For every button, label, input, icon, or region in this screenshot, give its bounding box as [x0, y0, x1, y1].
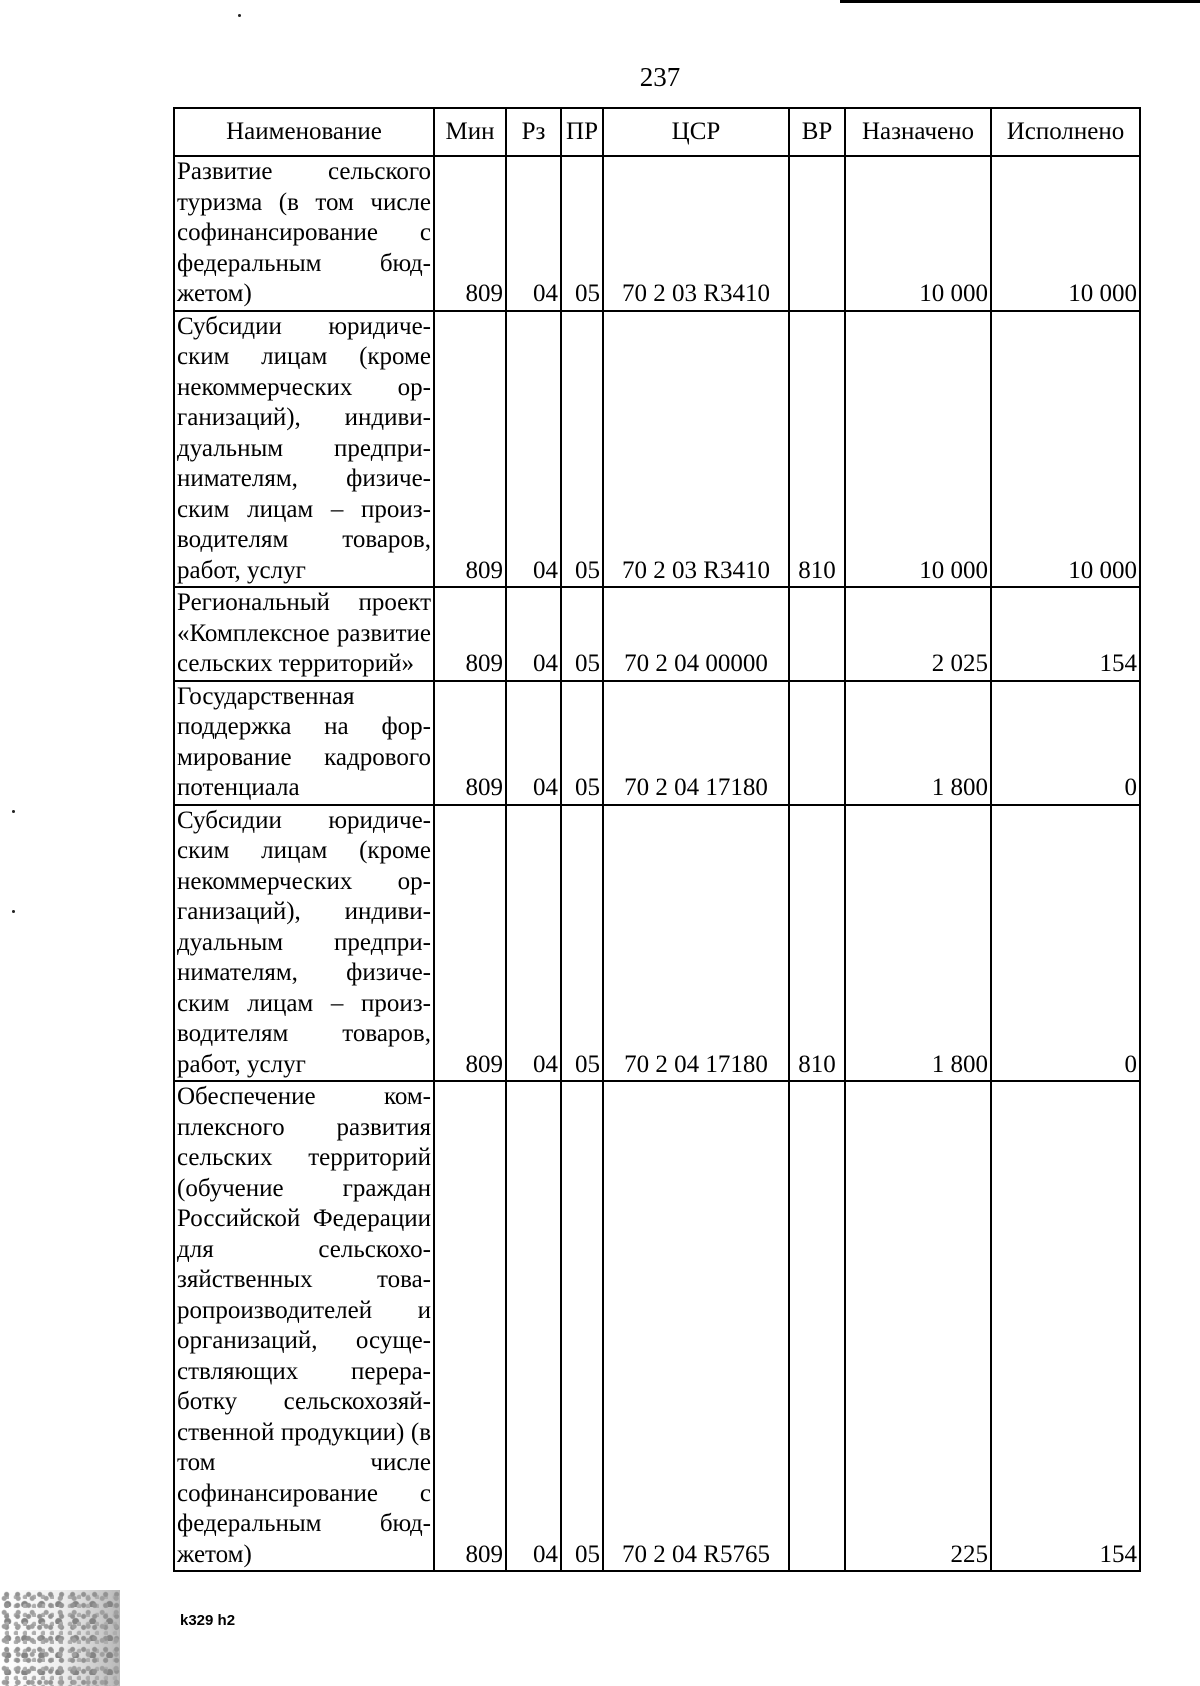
- cell-pr: 05: [561, 156, 603, 311]
- cell-name: Государственная поддержка на формирование кадрового потенциала: [174, 681, 434, 805]
- budget-table: [173, 107, 1141, 1572]
- cell-name: Развитие сельского туризма (в том числе софинансирование с федеральным бюджетом): [174, 156, 434, 311]
- cell-pr: 05: [561, 681, 603, 805]
- cell-csr: 70 2 04 17180: [603, 681, 789, 805]
- cell-min: 809: [434, 681, 506, 805]
- cell-rz: 04: [506, 311, 561, 588]
- cell-assigned: 1 800: [845, 805, 991, 1082]
- cell-assigned: 10 000: [845, 311, 991, 588]
- table-row: [174, 1081, 1140, 1571]
- cell-executed: 154: [991, 587, 1140, 681]
- table-row: [174, 805, 1140, 1082]
- scan-speck: [12, 810, 15, 813]
- header-vr: ВР: [789, 108, 845, 156]
- cell-executed: 0: [991, 805, 1140, 1082]
- cell-rz: 04: [506, 156, 561, 311]
- scan-speck: [238, 14, 241, 17]
- cell-rz: 04: [506, 805, 561, 1082]
- cell-vr: 810: [789, 805, 845, 1082]
- cell-min: 809: [434, 156, 506, 311]
- table-row: [174, 587, 1140, 681]
- cell-pr: 05: [561, 587, 603, 681]
- cell-vr: [789, 587, 845, 681]
- cell-min: 809: [434, 1081, 506, 1571]
- cell-rz: 04: [506, 681, 561, 805]
- cell-pr: 05: [561, 311, 603, 588]
- table-header-row: [174, 108, 1140, 156]
- header-name: Наименование: [174, 108, 434, 156]
- header-rz: Рз: [506, 108, 561, 156]
- cell-csr: 70 2 04 17180: [603, 805, 789, 1082]
- cell-csr: 70 2 04 00000: [603, 587, 789, 681]
- cell-vr: [789, 1081, 845, 1571]
- document-code: k329 h2: [180, 1612, 236, 1629]
- cell-name: Субсидии юридическим лицам (кроме некоммерческих организаций), индивидуальным предпринимателям, физическим лицам – производителям товаров, работ, услуг: [174, 311, 434, 588]
- header-assigned: Назначено: [845, 108, 991, 156]
- cell-pr: 05: [561, 805, 603, 1082]
- table-row: [174, 681, 1140, 805]
- cell-vr: [789, 156, 845, 311]
- header-executed: Исполнено: [991, 108, 1140, 156]
- cell-assigned: 225: [845, 1081, 991, 1571]
- cell-name: Региональный проект «Комплексное развитие сельских территорий»: [174, 587, 434, 681]
- cell-pr: 05: [561, 1081, 603, 1571]
- header-min: Мин: [434, 108, 506, 156]
- cell-name: Обеспечение комплексного развития сельских территорий (обучение граждан Российской Федерации для сельскохозяйственных товаропроизводителей и организаций, осуществляющих переработку сельскохозяйственной продукции) (в том числе софинансирование с федеральным бюджетом): [174, 1081, 434, 1571]
- cell-rz: 04: [506, 587, 561, 681]
- cell-assigned: 2 025: [845, 587, 991, 681]
- cell-min: 809: [434, 805, 506, 1082]
- header-pr: ПР: [561, 108, 603, 156]
- cell-min: 809: [434, 311, 506, 588]
- cell-executed: 0: [991, 681, 1140, 805]
- table-row: [174, 311, 1140, 588]
- cell-csr: 70 2 04 R5765: [603, 1081, 789, 1571]
- header-csr: ЦСР: [603, 108, 789, 156]
- cell-assigned: 10 000: [845, 156, 991, 311]
- cell-vr: [789, 681, 845, 805]
- cell-rz: 04: [506, 1081, 561, 1571]
- cell-executed: 10 000: [991, 156, 1140, 311]
- scan-speck: [12, 910, 15, 913]
- cell-assigned: 1 800: [845, 681, 991, 805]
- cell-csr: 70 2 03 R3410: [603, 156, 789, 311]
- scan-edge-mark: [840, 0, 1200, 3]
- cell-min: 809: [434, 587, 506, 681]
- cell-name: Субсидии юридическим лицам (кроме некоммерческих организаций), индивидуальным предпринимателям, физическим лицам – производителям товаров, работ, услуг: [174, 805, 434, 1082]
- scan-noise: [0, 1590, 120, 1686]
- cell-executed: 10 000: [991, 311, 1140, 588]
- page-number: 237: [639, 62, 681, 92]
- cell-csr: 70 2 03 R3410: [603, 311, 789, 588]
- cell-executed: 154: [991, 1081, 1140, 1571]
- table-row: [174, 156, 1140, 311]
- cell-vr: 810: [789, 311, 845, 588]
